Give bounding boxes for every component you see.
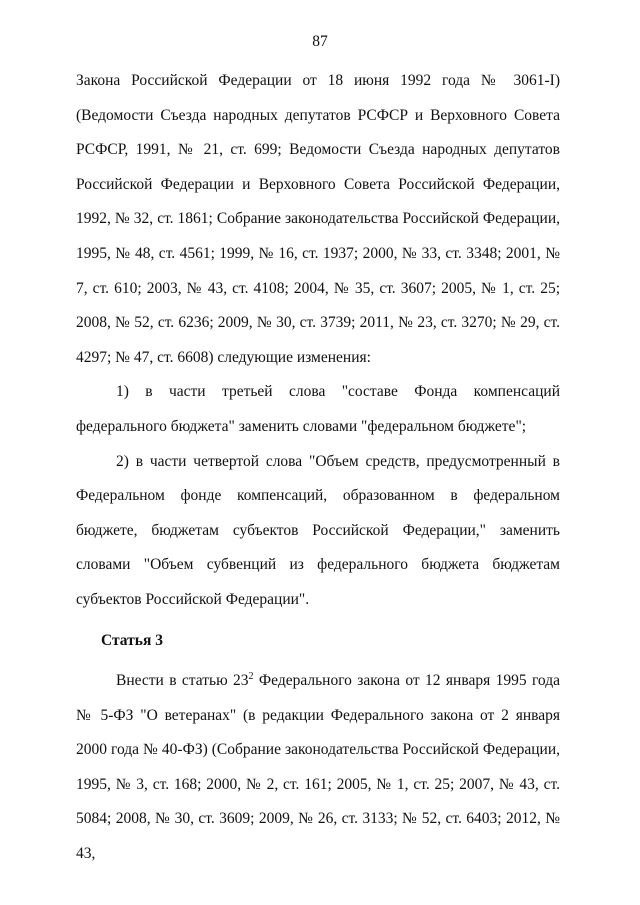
superscript-article-number: 2	[248, 670, 254, 682]
page-number: 87	[312, 33, 328, 50]
article-heading: Статья 3	[101, 631, 163, 649]
paragraph-article-3-start: Внести в статью 23	[116, 672, 249, 690]
paragraph-article-3	[76, 664, 560, 872]
paragraph-continuation: Закона Российской Федерации от 18 июня 1992 года № 3061-I) (Ведомости Съезда народных депутатов РСФСР и Верховного Совета РСФСР, 1991, № 21, ст. 699; Ведомости Съезда народных депутатов Российской Федерации и Верховного Совета Российской Федерации, 1992, № 32, ст. 1861; Собрание законодательства Российской Федерации, 1995, № 48, ст. 4561; 1999, № 16, ст. 1937; 2000, № 33, ст. 3348; 2001, № 7, ст. 610; 2003, № 43, ст. 4108; 2004, № 35, ст. 3607; 2005, № 1, ст. 25; 2008, № 52, ст. 6236; 2009, № 30, ст. 3739; 2011, № 23, ст. 3270; № 29, ст. 4297; № 47, ст. 6608) следующие изменения:	[76, 72, 560, 366]
paragraph-item-1: 1) в части третьей слова "составе Фонда компенсаций федерального бюджета" заменить словами "федеральном бюджете";	[76, 383, 560, 435]
document-body	[76, 64, 560, 872]
paragraph-article-3-rest: Федерального закона от 12 января 1995 года № 5-ФЗ "О ветеранах" (в редакции Федерального закона от 2 января 2000 года № 40-ФЗ) (Собрание законодательства Российской Федерации, 1995, № 3, ст. 168; 2000, № 2, ст. 161; 2005, № 1, ст. 25; 2007, № 43, ст. 5084; 2008, № 30, ст. 3609; 2009, № 26, ст. 3133; № 52, ст. 6403; 2012, № 43,	[76, 672, 560, 863]
paragraph-item-2: 2) в части четвертой слова "Объем средств, предусмотренный в Федеральном фонде компенсаций, образованном в федеральном бюджете, бюджетам субъектов Российской Федерации," заменить словами "Объем субвенций из федерального бюджета бюджетам субъектов Российской Федерации".	[76, 452, 560, 608]
